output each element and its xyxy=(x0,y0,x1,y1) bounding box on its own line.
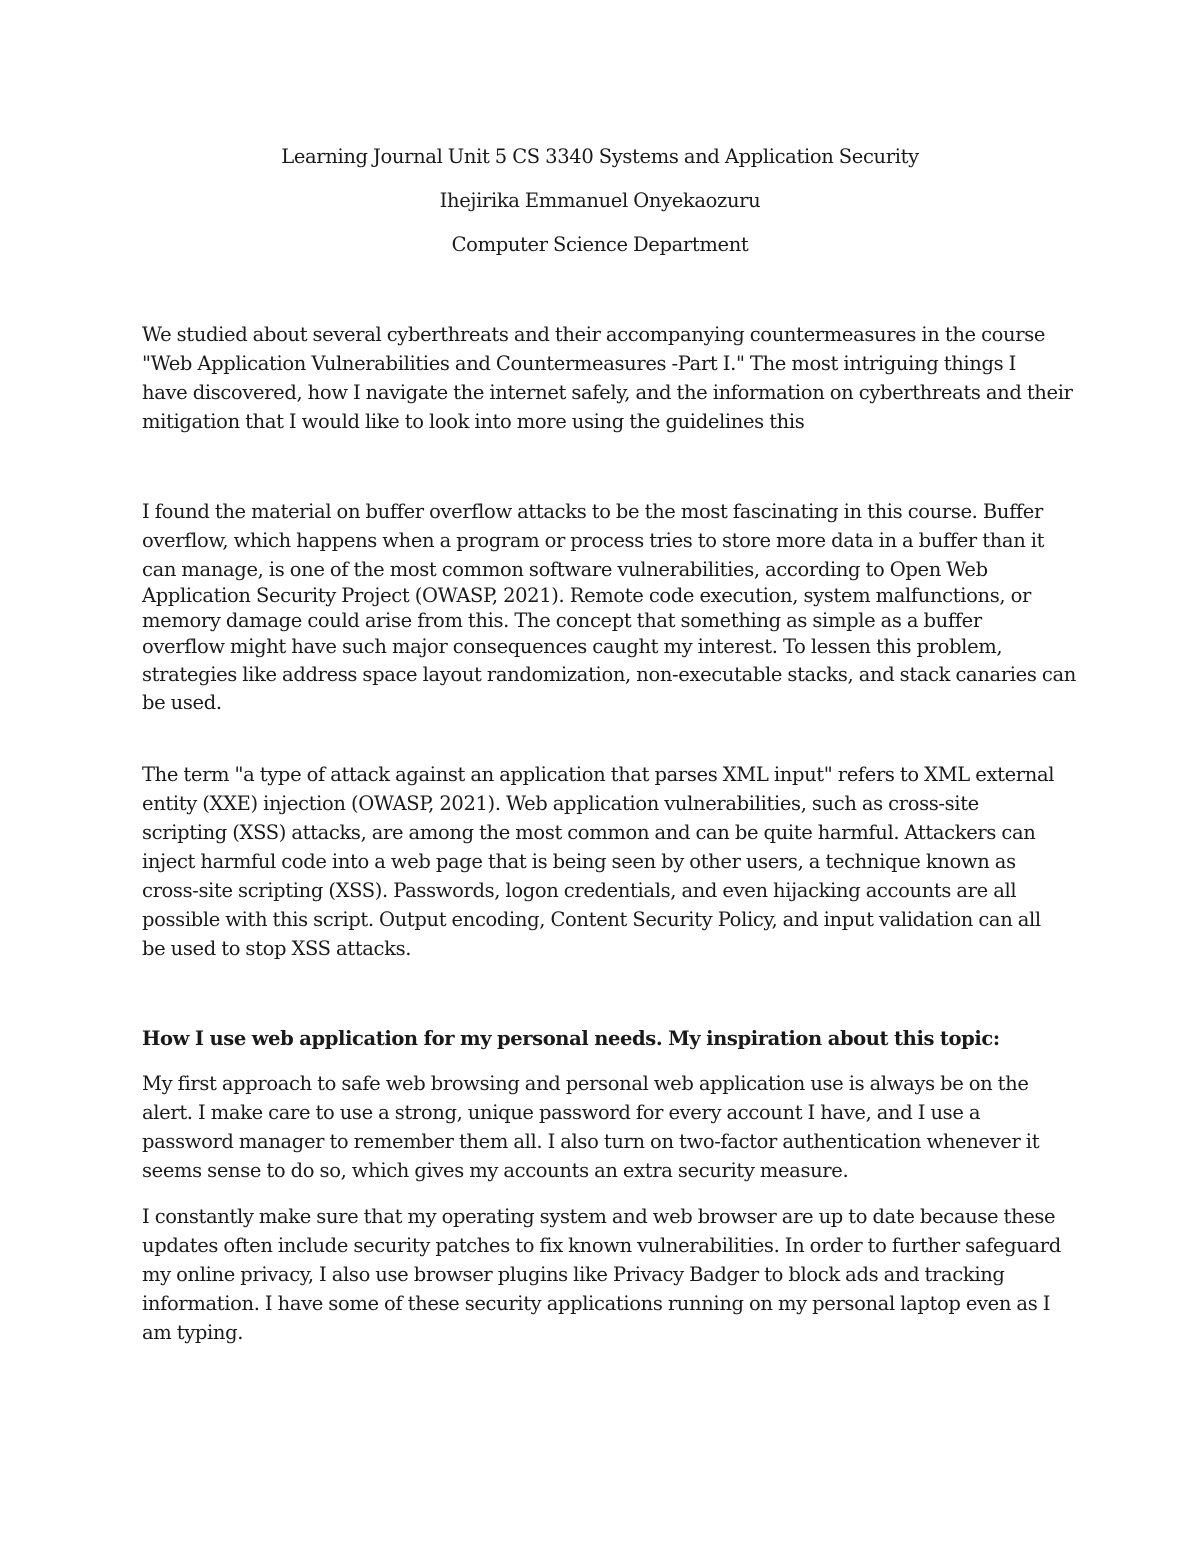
paragraph-line: alert. I make care to use a strong, unique password for every account I have, and I use a xyxy=(142,1101,981,1124)
paragraph-line: password manager to remember them all. I also turn on two-factor authentication whenever it xyxy=(142,1130,1040,1153)
author-name: Ihejirika Emmanuel Onyekaozuru xyxy=(439,189,761,212)
paragraph-line: Application Security Project (OWASP, 2021). Remote code execution, system malfunctions, or xyxy=(142,584,1031,607)
paragraph-line: We studied about several cyberthreats and their accompanying countermeasures in the course xyxy=(142,323,1046,346)
paragraph-line: entity (XXE) injection (OWASP, 2021). Web application vulnerabilities, such as cross-site xyxy=(142,792,979,815)
paragraph-line: memory damage could arise from this. The concept that something as simple as a buffer xyxy=(142,609,982,632)
department-name: Computer Science Department xyxy=(451,233,749,256)
paragraph-line: have discovered, how I navigate the internet safely, and the information on cyberthreats and their xyxy=(142,381,1073,404)
paragraph-line: strategies like address space layout randomization, non-executable stacks, and stack canaries can xyxy=(142,663,1076,686)
paragraph-line: inject harmful code into a web page that is being seen by other users, a technique known as xyxy=(142,850,1016,873)
paragraph-line: possible with this script. Output encoding, Content Security Policy, and input validation can all xyxy=(142,908,1041,931)
paragraph-line: information. I have some of these security applications running on my personal laptop even as I xyxy=(142,1292,1051,1315)
document-title: Learning Journal Unit 5 CS 3340 Systems and Application Security xyxy=(281,145,919,168)
paragraph-line: overflow, which happens when a program or process tries to store more data in a buffer than it xyxy=(142,529,1045,552)
paragraph-line: overflow might have such major consequences caught my interest. To lessen this problem, xyxy=(142,635,1003,658)
paragraph-line: my online privacy, I also use browser plugins like Privacy Badger to block ads and tracking xyxy=(142,1263,1005,1286)
paragraph-line: can manage, is one of the most common software vulnerabilities, according to Open Web xyxy=(142,558,988,581)
paragraph-line: I constantly make sure that my operating system and web browser are up to date because these xyxy=(142,1205,1056,1228)
paragraph-line: The term "a type of attack against an application that parses XML input" refers to XML external xyxy=(142,763,1055,786)
paragraph-line: seems sense to do so, which gives my accounts an extra security measure. xyxy=(142,1159,849,1182)
paragraph-line: am typing. xyxy=(142,1321,244,1344)
section-heading: How I use web application for my personal needs. My inspiration about this topic: xyxy=(142,1027,1000,1050)
paragraph-line: cross-site scripting (XSS). Passwords, logon credentials, and even hijacking accounts are all xyxy=(142,879,1017,902)
paragraph-line: be used. xyxy=(142,691,222,714)
paragraph-line: My first approach to safe web browsing and personal web application use is always be on the xyxy=(142,1072,1029,1095)
paragraph-line: I found the material on buffer overflow attacks to be the most fascinating in this course. Buffer xyxy=(142,500,1043,523)
paragraph-line: mitigation that I would like to look into more using the guidelines this xyxy=(142,410,805,433)
paragraph-line: be used to stop XSS attacks. xyxy=(142,937,412,960)
paragraph-line: scripting (XSS) attacks, are among the most common and can be quite harmful. Attackers can xyxy=(142,821,1036,844)
paragraph-line: updates often include security patches to fix known vulnerabilities. In order to further safeguard xyxy=(142,1234,1061,1257)
paragraph-line: "Web Application Vulnerabilities and Countermeasures -Part I." The most intriguing things I xyxy=(142,352,1016,375)
